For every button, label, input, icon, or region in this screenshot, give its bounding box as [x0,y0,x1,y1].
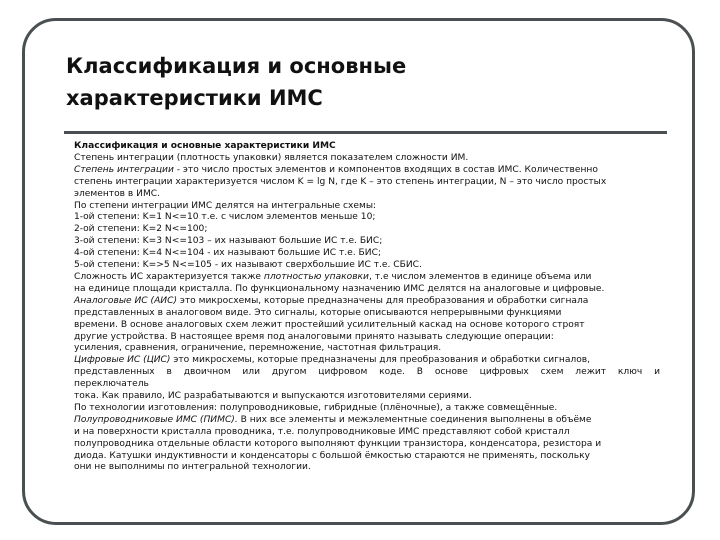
text-line: По технологии изготовления: полупроводниковые, гибридные (плёночные), а также совмещённые. [74,402,558,413]
term-semiconductor-ic: Полупроводниковые ИМС (ПИМС). [74,414,238,425]
text-line: они не выполнимы по интегральной технологии. [74,462,311,473]
text-line [74,415,660,427]
text-line: элементов в ИМС. [74,188,161,199]
list-item: 2-ой степени: K=2 N<=100; [74,224,208,235]
text-line [74,355,660,367]
title-line-2: характеристики ИМС [66,86,323,110]
title-divider [64,131,667,134]
text-span: это микросхемы, которые предназначены для преобразования и обработки сигнала [177,295,589,306]
text-line: диода. Катушки индуктивности и конденсаторы с большой ёмкостью стараются не применять, поскольку [74,450,590,461]
text-line: степень интеграции характеризуется числом K = lg N, где K – это степень интеграции, N – это число простых [74,176,607,187]
text-line [74,272,660,284]
text-span: , т.е числом элементов в единице объема или [368,271,592,282]
body-heading: Классификация и основные характеристики ИМС [74,141,336,151]
text-line: представленных в аналоговом виде. Это сигналы, которые описываются непрерывными функциями [74,307,562,318]
text-line: полупроводника отдельные области которого выполняют функции транзистора, конденсатора, резистора и [74,438,602,449]
list-item: 3-ой степени: K=3 N<=103 – их называют большие ИС т.е. БИС; [74,236,383,247]
title-line-1: Классификация и основные [66,54,407,78]
text-line: и на поверхности кристалла проводника, т.е. полупроводниковые ИМС представляют собой кристалл [74,426,570,437]
term-analog-ic: Аналоговые ИС (АИС) [74,295,177,306]
text-line: времени. В основе аналоговых схем лежит простейший усилительный каскад на основе которого строят [74,319,585,330]
text-line: По степени интеграции ИМС делятся на интегральные схемы: [74,200,377,211]
text-line: переключатель [74,379,149,390]
term-integration-degree: Степень интеграции [74,164,174,175]
text-line: Степень интеграции (плотность упаковки) является показателем сложности ИМ. [74,152,469,163]
text-line: другие устройства. В настоящее время под аналоговыми принято называть следующие операции: [74,331,554,342]
text-line [74,296,660,308]
text-span: это микросхемы, которые предназначены для преобразования и обработки сигналов, [170,355,591,366]
text-line: на единице площади кристалла. По функциональному назначению ИМС делятся на аналоговые и цифровые. [74,283,605,294]
list-item: 1-ой степени: K=1 N<=10 т.е. с числом элементов меньше 10; [74,212,376,223]
term-packing-density: плотностью упаковки [263,271,369,282]
text-line [74,165,660,177]
term-digital-ic: Цифровые ИС (ЦИС) [74,355,171,366]
text-line: представленных в двоичном или другом цифровом коде. В основе цифровых схем лежит ключ и [74,367,660,378]
slide-body-text [74,141,660,474]
text-line: усиления, сравнения, ограничение, перемножение, частотная фильтрация. [74,343,442,354]
text-line: тока. Как правило, ИС разрабатываются и выпускаются изготовителями сериями. [74,391,472,402]
text-span: В них все элементы и межэлементные соединения выполнены в объёме [237,414,592,425]
text-span: - это число простых элементов и компонентов входящих в состав ИМС. Количественно [173,164,598,175]
list-item: 4-ой степени: K=4 N<=104 - их называют большие ИС т.е. БИС; [74,248,382,259]
slide-title [66,50,666,114]
list-item: 5-ой степени: K=>5 N<=105 - их называют сверхбольшие ИС т.е. СБИС. [74,260,422,271]
text-span: Сложность ИС характеризуется также [74,271,264,282]
